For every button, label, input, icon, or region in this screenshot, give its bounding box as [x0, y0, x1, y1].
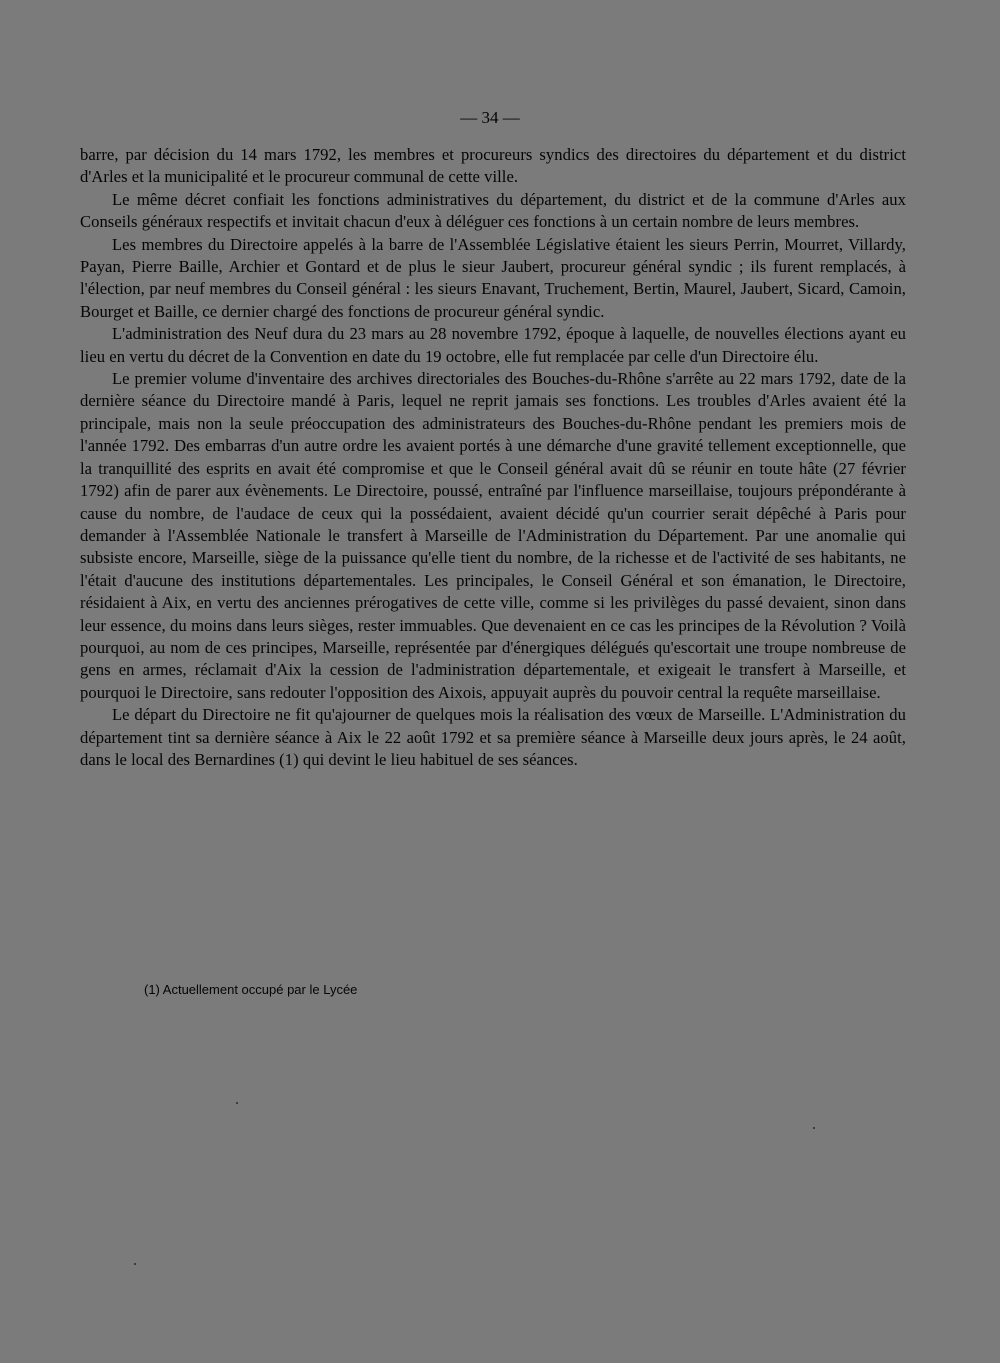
scan-speck — [236, 1102, 238, 1104]
paragraph-3: Les membres du Directoire appelés à la barre de l'Assemblée Législative étaient les sieurs Perrin, Mourret, Villardy, Payan, Pierre Baille, Archier et Gontard et de plus le sieur Jaubert, procureur général syndic ; ils furent remplacés, à l'élection, par neuf membres du Conseil général : les sieurs Enavant, Truchement, Bertin, Maurel, Jaubert, Sicard, Camoin, Bourget et Baille, ce dernier chargé des fonctions de procureur général syndic. — [80, 234, 906, 321]
paragraph-5: Le premier volume d'inventaire des archives directoriales des Bouches-du-Rhône s'arrête au 22 mars 1792, date de la dernière séance du Directoire mandé à Paris, lequel ne reprit jamais ses fonctions. Les troubles d'Arles avaient été la principale, mais non la seule préoccupation des administrateurs des Bouches-du-Rhône pendant les premiers mois de l'année 1792. Des embarras d'un autre ordre les avaient portés à une démarche d'une gravité tellement exceptionnelle, que la tranquillité des esprits en avait été compromise et que le Conseil général avait dû se réunir en toute hâte (27 février 1792) afin de parer aux évènements. Le Directoire, poussé, entraîné par l'influence marseillaise, toujours prépondérante à cause du nombre, de l'audace de ceux qui la possédaient, avaient décidé qu'un courrier serait dépêché à Paris pour demander à l'Assemblée Nationale le transfert à Marseille de l'Administration du Département. Par une anomalie qui subsiste encore, Marseille, siège de la puissance qu'elle tient du nombre, de la richesse et de l'activité de ses habitants, ne l'était d'aucune des institutions départementales. Les principales, le Conseil Général et son émanation, le Directoire, résidaient à Aix, en vertu des anciennes prérogatives de cette ville, comme si les privilèges du passé devaient, sinon dans leur essence, du moins dans leurs sièges, rester immuables. Que devenaient en ce cas les principes de la Révolution ? Voilà pourquoi, au nom de ces principes, Marseille, représentée par d'énergiques délégués qu'escortait une troupe nombreuse de gens en armes, réclamait d'Aix la cession de l'administration départementale, et exigeait le transfert à Marseille, et pourquoi le Directoire, sans redouter l'opposition des Aixois, appuyait auprès du pouvoir central la requête marseillaise. — [80, 369, 906, 702]
scan-speck — [813, 1127, 815, 1129]
scan-speck — [134, 1263, 136, 1265]
page-number: — 34 — — [460, 108, 520, 127]
body-text — [80, 144, 906, 771]
paragraph-6: Le départ du Directoire ne fit qu'ajourner de quelques mois la réalisation des vœux de Marseille. L'Administration du département tint sa dernière séance à Aix le 22 août 1792 et sa première séance à Marseille deux jours après, le 24 août, dans le local des Bernardines (1) qui devint le lieu habituel de ses séances. — [80, 705, 906, 769]
paragraph-1: barre, par décision du 14 mars 1792, les membres et procureurs syndics des directoires du département et du district d'Arles et la municipalité et le procureur communal de cette ville. — [80, 145, 906, 187]
paragraph-2: Le même décret confiait les fonctions administratives du département, du district et de la commune d'Arles aux Conseils généraux respectifs et invitait chacun d'eux à déléguer ces fonctions à un certain nombre de leurs membres. — [80, 189, 906, 232]
paragraph-4: L'administration des Neuf dura du 23 mars au 28 novembre 1792, époque à laquelle, de nouvelles élections ayant eu lieu en vertu du décret de la Convention en date du 19 octobre, elle fut remplacée par celle d'un Directoire élu. — [80, 324, 906, 366]
footnote: (1) Actuellement occupé par le Lycée — [144, 982, 358, 997]
